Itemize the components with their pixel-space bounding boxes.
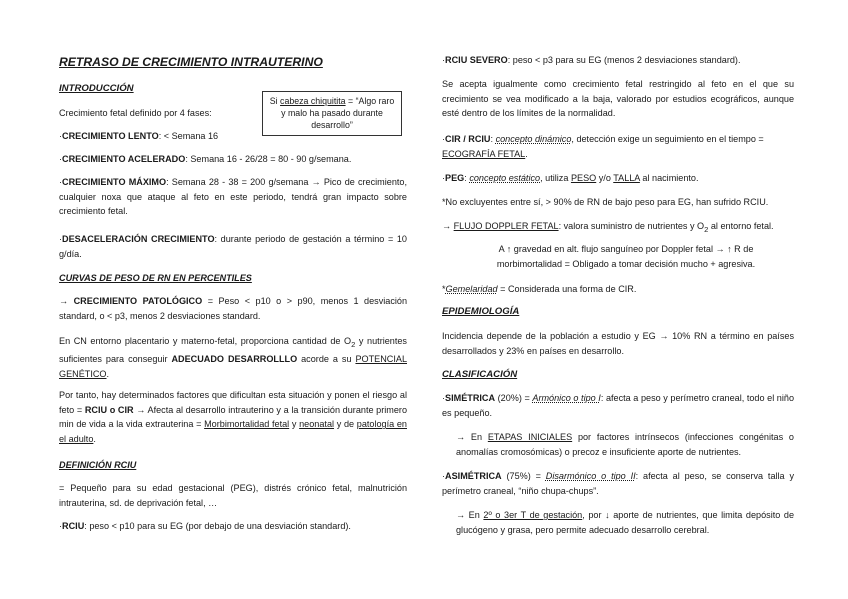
acepta-paragraph: Se acepta igualmente como crecimiento fetal restringido al feto en el que su crecimiento se vea modificado a la baja, valorado por estudios ecográficos, aunque esté dentro de los límites de la normalidad. xyxy=(442,79,794,119)
rciu-definition: ·RCIU: peso < p10 para su EG (por debajo de una desviación standard). xyxy=(59,521,351,531)
epidemiologia-paragraph: Incidencia depende de la población a estudio y EG → 10% RN a término en países desarrollados y 23% en países en desarrollo. xyxy=(442,331,794,356)
cir-rciu-paragraph: ·CIR / RCIU: concepto dinámico, detección exige un seguimiento en el tiempo = ECOGRAFÍA FETAL. xyxy=(442,134,764,159)
cn-entorno-paragraph: En CN entorno placentario y materno-fetal, proporciona cantidad de $O_2$ y nutrientes suficientes para conseguir ADECUADO DESARROLLLO acorde a su POTENCIAL GENÉTICO. xyxy=(59,336,407,379)
rciu-severo-definition: ·RCIU SEVERO: peso < p3 para su EG (menos 2 desviaciones standard). xyxy=(442,55,741,65)
section-heading-clasificacion: CLASIFICACIÓN xyxy=(442,369,518,380)
no-excluyentes-note: *No excluyentes entre sí, > 90% de RN de bajo peso para EG, han sufrido RCIU. xyxy=(442,197,769,207)
simetrica-detail: → En ETAPAS INICIALES por factores intrínsecos (infecciones congénitas o anomalías cromosómicas) o precoz e insuficiente aporte de nutrientes. xyxy=(456,432,794,457)
section-heading-introduccion: INTRODUCCIÓN xyxy=(59,83,134,94)
phase-item: ·CRECIMIENTO LENTO: < Semana 16 xyxy=(59,131,219,141)
asimetrica-detail: → En 2º o 3er T de gestación, por ↓ aporte de nutrientes, que limita depósito de glucógeno y grasa, pero permite adecuado desarrollo cerebral. xyxy=(456,510,794,535)
phase-item: ·CRECIMIENTO MÁXIMO: Semana 28 - 38 = 200 g/semana → Pico de crecimiento, cualquier noxa que ataque al feto en este periodo, tendrá gran impacto sobre crecimiento fetal. xyxy=(59,177,407,217)
gravedad-paragraph: A ↑ gravedad en alt. flujo sanguíneo por Doppler fetal → ↑ R de morbimortalidad = Obligado a tomar decisión mucho + agresiva. xyxy=(496,244,756,269)
asimetrica-paragraph: ·ASIMÉTRICA (75%) = Disarmónico o tipo II: afecta al peso, se conserva talla y perímetro craneal, “niño chupa-chups”. xyxy=(442,471,795,496)
simetrica-paragraph: ·SIMÉTRICA (20%) = Armónico o tipo I: afecta a peso y perímetro craneal, todo el niño es pequeño. xyxy=(442,393,794,418)
crecimiento-patologico-paragraph: → CRECIMIENTO PATOLÓGICO = Peso < p10 o > p90, menos 1 desviación standard, o < p3, menos 2 desviaciones standard. xyxy=(59,296,408,321)
document-title: RETRASO DE CRECIMIENTO INTRAUTERINO xyxy=(59,55,323,69)
intro-lead: Crecimiento fetal definido por 4 fases: xyxy=(59,108,212,118)
gemelaridad-note: *Gemelaridad = Considerada una forma de CIR. xyxy=(442,284,637,294)
peg-paragraph: ·PEG: concepto estático, utiliza PESO y/o TALLA al nacimiento. xyxy=(442,173,699,183)
factores-paragraph: Por tanto, hay determinados factores que dificultan esta situación y ponen el riesgo al feto = RCIU o CIR → Afecta al desarrollo intrauterino y a la transición durante primero min de vida a la vida extrauterina = Morbimortalidad fetal y neonatal y de patología en el adulto. xyxy=(59,390,408,444)
phase-item: ·DESACELERACIÓN CRECIMIENTO: durante periodo de gestación a término = 10 g/día. xyxy=(59,234,407,259)
phase-item: ·CRECIMIENTO ACELERADO: Semana 16 - 26/28 = 80 - 90 g/semana. xyxy=(59,154,352,164)
section-heading-definicion: DEFINICIÓN RCIU xyxy=(59,460,137,470)
section-heading-epidemiologia: EPIDEMIOLOGÍA xyxy=(442,306,520,317)
cabeza-chiquitita-callout: Si cabeza chiquitita = “Algo raro y malo ha pasado durante desarrollo” xyxy=(262,91,402,136)
section-heading-curvas: CURVAS DE PESO DE RN EN PERCENTILES xyxy=(59,273,252,283)
doppler-paragraph: → FLUJO DOPPLER FETAL: valora suministro de nutrientes y $O_2$ al entorno fetal. xyxy=(442,221,774,234)
definicion-paragraph: = Pequeño para su edad gestacional (PEG), distrés crónico fetal, malnutrición intrauterina, sd. de deprivación fetal, … xyxy=(59,483,407,508)
